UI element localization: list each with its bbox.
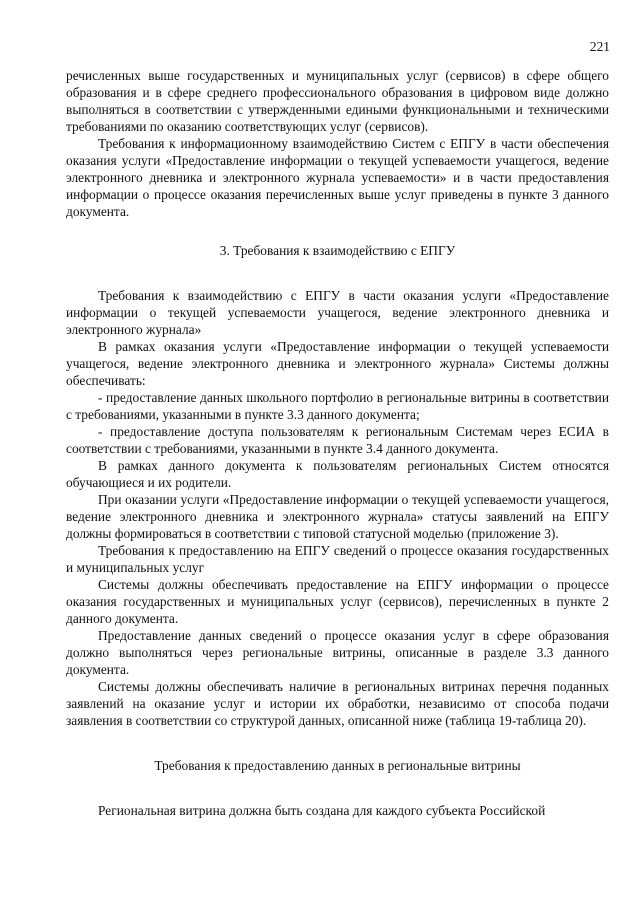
paragraph: В рамках оказания услуги «Предоставление информации о текущей успеваемости учащегося, ведение электронного дневника и электронного журнала» Системы должны обеспечивать: [66, 339, 609, 388]
page-number: 221 [589, 39, 610, 54]
section-heading: 3. Требования к взаимодействию с ЕПГУ [219, 243, 456, 258]
subsection-heading: Требования к взаимодействию с ЕПГУ в части оказания услуги «Предоставление информации о текущей успеваемости учащегося, ведение электронного дневника и электронного журнала» [66, 288, 609, 337]
paragraph: В рамках данного документа к пользователям региональных Систем относятся обучающиеся и их родители. [66, 458, 609, 490]
paragraph: Региональная витрина должна быть создана для каждого субъекта Российской [98, 803, 546, 818]
list-item: - предоставление доступа пользователям к региональным Системам через ЕСИА в соответствии с требованиями, указанными в пункте 3.4 данного документа. [66, 424, 609, 456]
document-body [66, 67, 609, 819]
paragraph: Предоставление данных сведений о процессе оказания услуг в сфере образования должно выполняться через региональные витрины, описанные в разделе 3.3 данного документа. [66, 628, 609, 677]
paragraph: Системы должны обеспечивать предоставление на ЕПГУ информации о процессе оказания государственных и муниципальных услуг (сервисов), перечисленных в пункте 2 данного документа. [66, 577, 609, 626]
subsection-heading: Требования к предоставлению на ЕПГУ сведений о процессе оказания государственных и муниципальных услуг [66, 543, 609, 575]
paragraph: При оказании услуги «Предоставление информации о текущей успеваемости учащегося, ведение электронного дневника и электронного журнала» статусы заявлений на ЕПГУ должны формироваться в соответствии с типовой статусной моделью (приложение 3). [66, 492, 609, 541]
paragraph: речисленных выше государственных и муниципальных услуг (сервисов) в сфере общего образования и в сфере среднего профессионального образования в цифровом виде должно выполняться в соответствии с утвержденными едиными функциональными и техническими требованиями по оказанию соответствующих услуг (сервисов). [66, 68, 609, 134]
subsection-heading: Требования к предоставлению данных в региональные витрины [154, 758, 521, 773]
paragraph: Системы должны обеспечивать наличие в региональных витринах перечня поданных заявлений на оказание услуг и истории их обработки, независимо от способа подачи заявления в соответствии со структурой данных, описанной ниже (таблица 19-таблица 20). [66, 679, 609, 728]
paragraph: Требования к информационному взаимодействию Систем с ЕПГУ в части обеспечения оказания услуги «Предоставление информации о текущей успеваемости учащегося, ведение электронного дневника и электронного журнала успеваемости» и в части предоставления информации о процессе оказания перечисленных выше услуг приведены в пункте 3 данного документа. [66, 136, 609, 219]
list-item: - предоставление данных школьного портфолио в региональные витрины в соответствии с требованиями, указанными в пункте 3.3 данного документа; [66, 390, 609, 422]
